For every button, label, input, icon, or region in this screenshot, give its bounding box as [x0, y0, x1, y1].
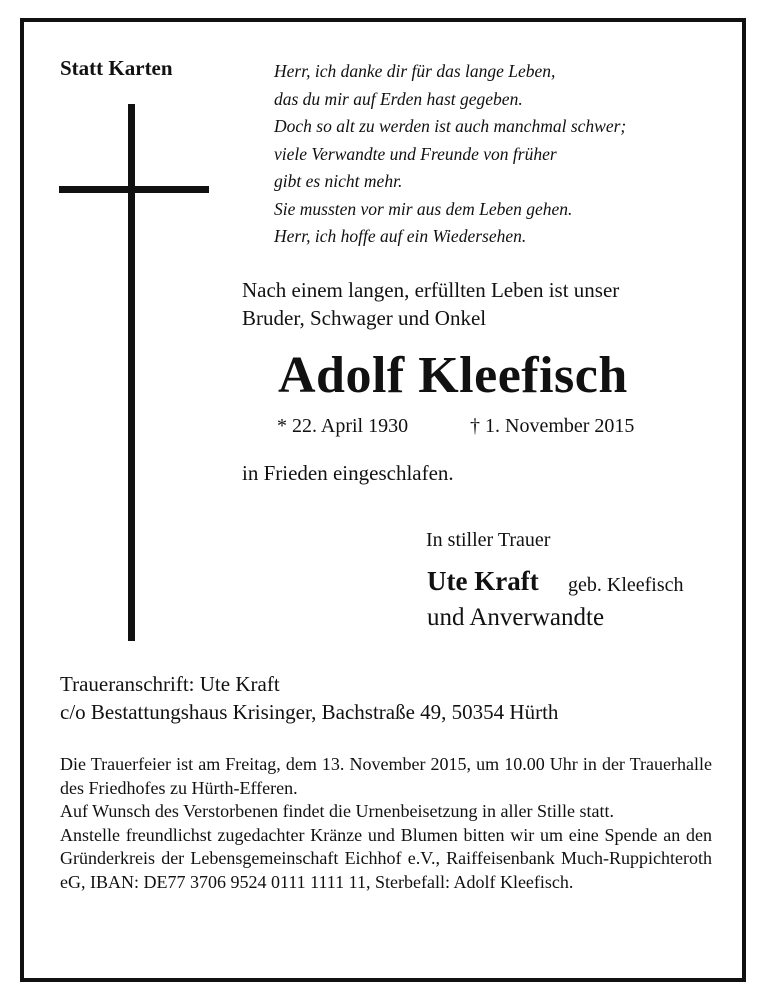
poem-line: viele Verwandte und Freunde von früher	[274, 143, 557, 164]
mourner-maiden-name: geb. Kleefisch	[568, 574, 684, 596]
peace-text: in Frieden eingeschlafen.	[242, 461, 454, 485]
birth-date: * 22. April 1930	[277, 415, 409, 437]
poem-line: das du mir auf Erden hast gegeben.	[274, 88, 523, 109]
mourner-name: Ute Kraft	[427, 566, 539, 596]
mourner-relatives: und Anverwandte	[427, 604, 605, 631]
statt-karten-label: Statt Karten	[60, 56, 173, 80]
intro-text	[242, 276, 619, 332]
deceased-name: Adolf Kleefisch	[278, 347, 628, 404]
cross-vertical-bar	[128, 104, 135, 641]
info-paragraph: Auf Wunsch des Verstorbenen findet die Urnenbeisetzung in aller Stille statt.	[60, 801, 614, 821]
intro-line: Nach einem langen, erfüllten Leben ist unser	[242, 278, 620, 302]
poem-line: Doch so alt zu werden ist auch manchmal schwer;	[274, 116, 627, 136]
mourning-address	[60, 670, 558, 726]
info-paragraph: Anstelle freundlichst zugedachter Kränze und Blumen bitten wir um eine Spende an den Gründerkreis der Lebensgemeinschaft Eichhof e.V., Raiffeisenbank Much-Ruppichteroth eG, IBAN: DE77 3706 9524 0111 1111 11, Sterbefall: Adolf Kleefisch.	[60, 824, 712, 892]
address-line: Traueranschrift: Ute Kraft	[60, 672, 280, 696]
ceremony-info	[60, 753, 712, 894]
address-line: c/o Bestattungshaus Krisinger, Bachstraße 49, 50354 Hürth	[60, 700, 559, 724]
cross-horizontal-bar	[59, 186, 209, 193]
poem-line: Herr, ich danke dir für das lange Leben,	[274, 61, 556, 81]
info-paragraph: Die Trauerfeier ist am Freitag, dem 13. November 2015, um 10.00 Uhr in der Trauerhalle des Friedhofes zu Hürth-Efferen.	[60, 754, 712, 798]
death-date: † 1. November 2015	[470, 415, 635, 437]
poem-line: Herr, ich hoffe auf ein Wiedersehen.	[274, 226, 527, 246]
poem	[274, 58, 626, 251]
poem-line: gibt es nicht mehr.	[274, 171, 403, 191]
intro-line: Bruder, Schwager und Onkel	[242, 306, 487, 330]
poem-line: Sie mussten vor mir aus dem Leben gehen.	[274, 198, 573, 219]
mourning-intro: In stiller Trauer	[426, 529, 551, 551]
